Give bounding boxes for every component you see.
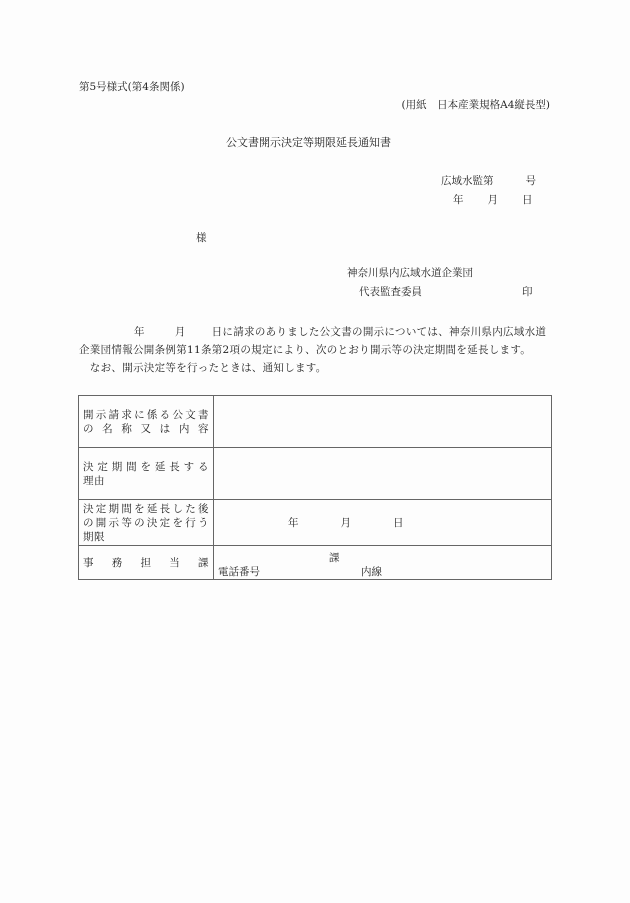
document-title: 公文書開示決定等期限延長通知書 — [226, 136, 391, 149]
reference-prefix: 広域水監第 — [441, 175, 494, 187]
reference-number — [441, 176, 536, 187]
body-paragraph-1 — [79, 323, 554, 359]
deadline-month-label: 月 — [340, 517, 351, 529]
label-line: 理由 — [83, 474, 105, 487]
label-line: 期限 — [83, 530, 105, 543]
label-line: 開示請求に係る公文書 — [83, 408, 209, 421]
label-extension-reason — [79, 448, 214, 500]
issue-date — [453, 195, 533, 206]
label-line: の開示等の決定を行う — [83, 516, 209, 529]
phone-label: 電話番号 — [218, 566, 260, 578]
body-paragraph-2: なお、開示決定等を行ったときは、通知します。 — [79, 362, 327, 374]
deadline-year-label: 年 — [288, 517, 299, 529]
details-table — [78, 395, 552, 580]
month-label: 月 — [487, 194, 498, 206]
label-line: 決定期間を延長する — [83, 460, 209, 473]
label-new-deadline — [79, 500, 214, 546]
body-text — [79, 323, 554, 377]
deadline-day-label: 日 — [393, 517, 404, 529]
paper-spec: (用紙 日本産業規格A4縦長型) — [401, 99, 550, 111]
seal-mark: 印 — [522, 286, 533, 298]
sender-organization: 神奈川県内広域水道企業団 — [347, 267, 473, 279]
table-row-document-name — [79, 396, 552, 448]
day-label: 日 — [522, 194, 533, 206]
value-contact[interactable] — [214, 546, 552, 580]
value-new-deadline[interactable] — [214, 500, 552, 546]
body-month: 月 — [174, 326, 186, 338]
reference-suffix: 号 — [525, 175, 536, 187]
label-document-name — [79, 396, 214, 448]
table-row-contact — [79, 546, 552, 580]
recipient-honorific: 様 — [196, 232, 207, 244]
year-label: 年 — [453, 194, 464, 206]
value-extension-reason[interactable] — [214, 448, 552, 500]
label-line: の名称又は内容 — [83, 422, 209, 435]
label-line: 決定期間を延長した後 — [83, 502, 209, 515]
sender-title: 代表監査委員 — [359, 286, 422, 298]
label-responsible-section: 事務担当課 — [79, 546, 214, 580]
section-suffix: 課 — [329, 552, 340, 564]
extension-label: 内線 — [361, 566, 382, 578]
body-main-text: 日に請求のありました公文書の開示については、神奈川県内広域水道企業団情報公開条例第11条第2項の規定により、次のとおり開示等の決定期間を延長します。 — [79, 326, 547, 356]
form-number: 第5号様式(第4条関係) — [79, 81, 185, 93]
value-document-name[interactable] — [214, 396, 552, 448]
table-row-extension-reason — [79, 448, 552, 500]
table-row-new-deadline — [79, 500, 552, 546]
body-year: 年 — [134, 326, 145, 338]
